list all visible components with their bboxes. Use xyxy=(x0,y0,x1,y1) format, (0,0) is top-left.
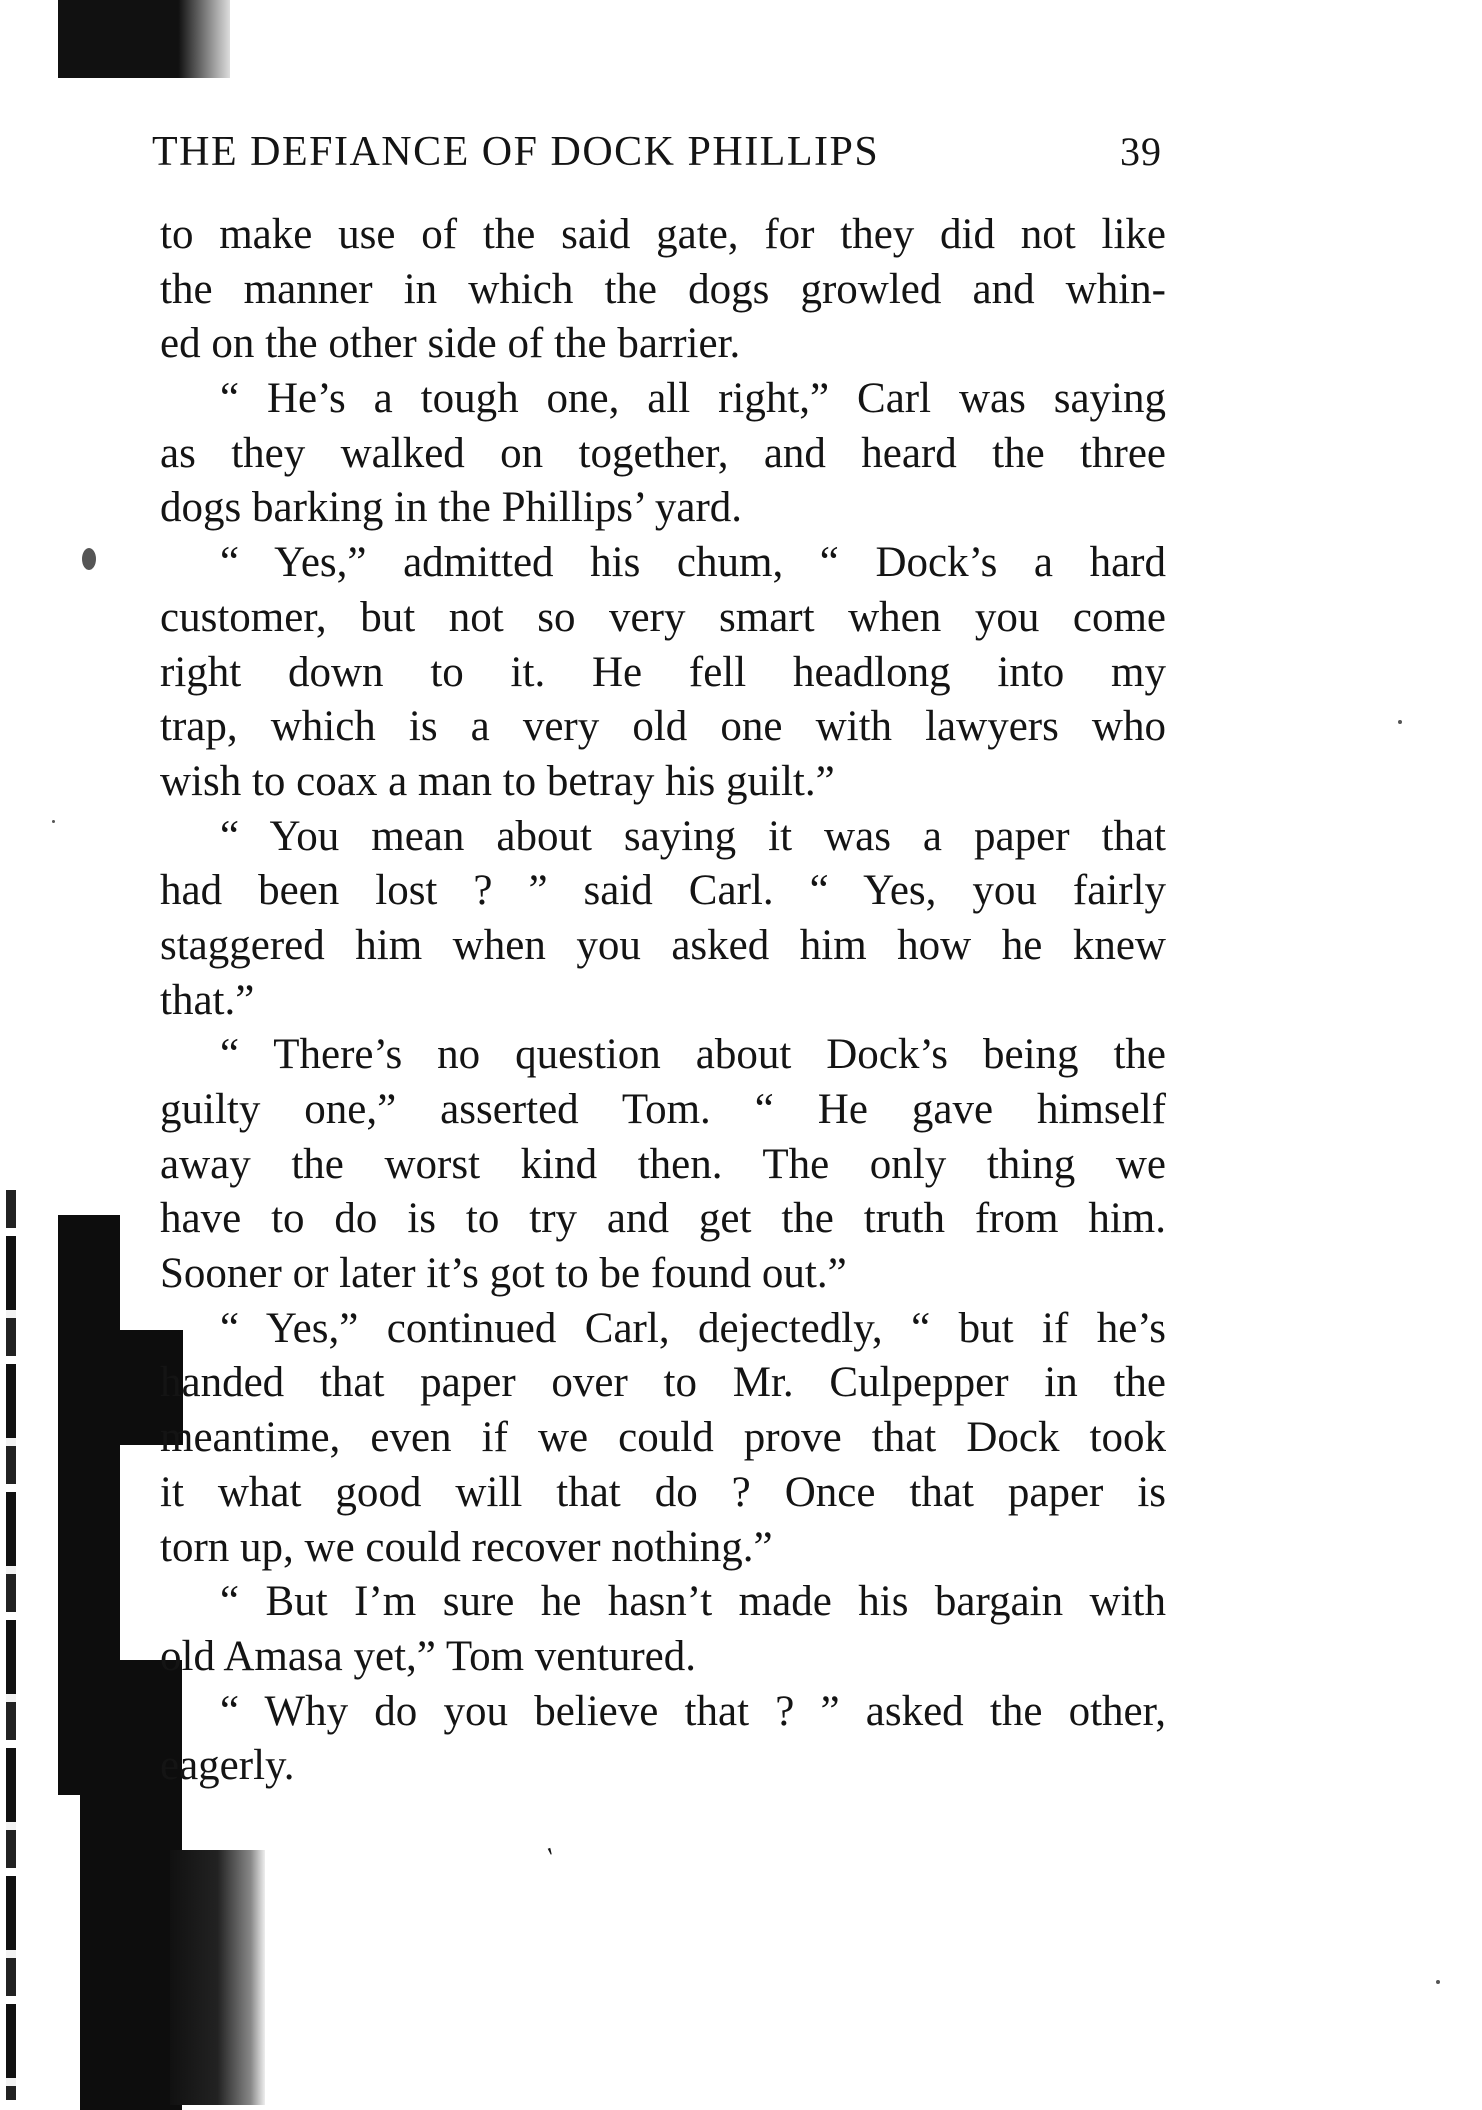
text-line: wish to coax a man to betray his guilt.” xyxy=(160,757,835,805)
running-head xyxy=(152,128,1162,188)
text-line: staggered him when you asked him how he knew xyxy=(160,921,1166,969)
text-line: right down to it. He fell headlong into my xyxy=(160,648,1166,696)
text-line: had been lost ? ” said Carl. “ Yes, you fairly xyxy=(160,867,1166,915)
scan-speck xyxy=(1398,720,1402,724)
text-line: that.” xyxy=(160,976,255,1024)
page-number: 39 xyxy=(1120,129,1162,174)
stray-ink-mark: ' xyxy=(544,1842,561,1873)
text-line: ed on the other side of the barrier. xyxy=(160,320,741,368)
text-line: as they walked on together, and heard the three xyxy=(160,429,1166,477)
body-text xyxy=(160,208,1166,1794)
text-line: to make use of the said gate, for they did not like xyxy=(160,211,1166,258)
text-line: it what good will that do ? Once that paper is xyxy=(160,1468,1166,1516)
text-line: Sooner or later it’s got to be found out.” xyxy=(160,1250,847,1298)
text-line: “ He’s a tough one, all right,” Carl was saying xyxy=(220,375,1166,423)
scan-artifact-top xyxy=(58,0,230,78)
text-line: guilty one,” asserted Tom. “ He gave himself xyxy=(160,1086,1166,1133)
text-line: “ Why do you believe that ? ” asked the other, xyxy=(220,1687,1166,1735)
scan-artifact-left-edge xyxy=(6,1190,16,2100)
text-line: meantime, even if we could prove that Dock took xyxy=(160,1414,1166,1462)
text-line: trap, which is a very old one with lawyers who xyxy=(160,703,1166,751)
scan-speck xyxy=(1436,1980,1440,1984)
text-line: “ But I’m sure he hasn’t made his bargain with xyxy=(220,1578,1166,1626)
text-line: “ There’s no question about Dock’s being the xyxy=(220,1031,1166,1079)
text-line: old Amasa yet,” Tom ventured. xyxy=(160,1632,696,1680)
scan-speck xyxy=(52,820,55,823)
text-line: torn up, we could recover nothing.” xyxy=(160,1523,773,1571)
text-line: eagerly. xyxy=(160,1742,295,1790)
text-line: handed that paper over to Mr. Culpepper in the xyxy=(160,1359,1166,1407)
text-line: customer, but not so very smart when you come xyxy=(160,593,1166,641)
scan-speck xyxy=(82,548,96,570)
text-line: the manner in which the dogs growled and whin- xyxy=(160,265,1166,313)
text-line: “ Yes,” admitted his chum, “ Dock’s a hard xyxy=(220,539,1166,587)
text-line: dogs barking in the Phillips’ yard. xyxy=(160,484,743,532)
text-line: “ You mean about saying it was a paper that xyxy=(220,812,1166,860)
text-line: “ Yes,” continued Carl, dejectedly, “ but if he’s xyxy=(220,1304,1166,1352)
running-head-title: THE DEFIANCE OF DOCK PHILLIPS xyxy=(152,129,880,175)
scan-artifact-left-4 xyxy=(170,1850,265,2105)
text-line: away the worst kind then. The only thing we xyxy=(160,1140,1166,1188)
text-line: have to do is to try and get the truth from him. xyxy=(160,1195,1166,1243)
